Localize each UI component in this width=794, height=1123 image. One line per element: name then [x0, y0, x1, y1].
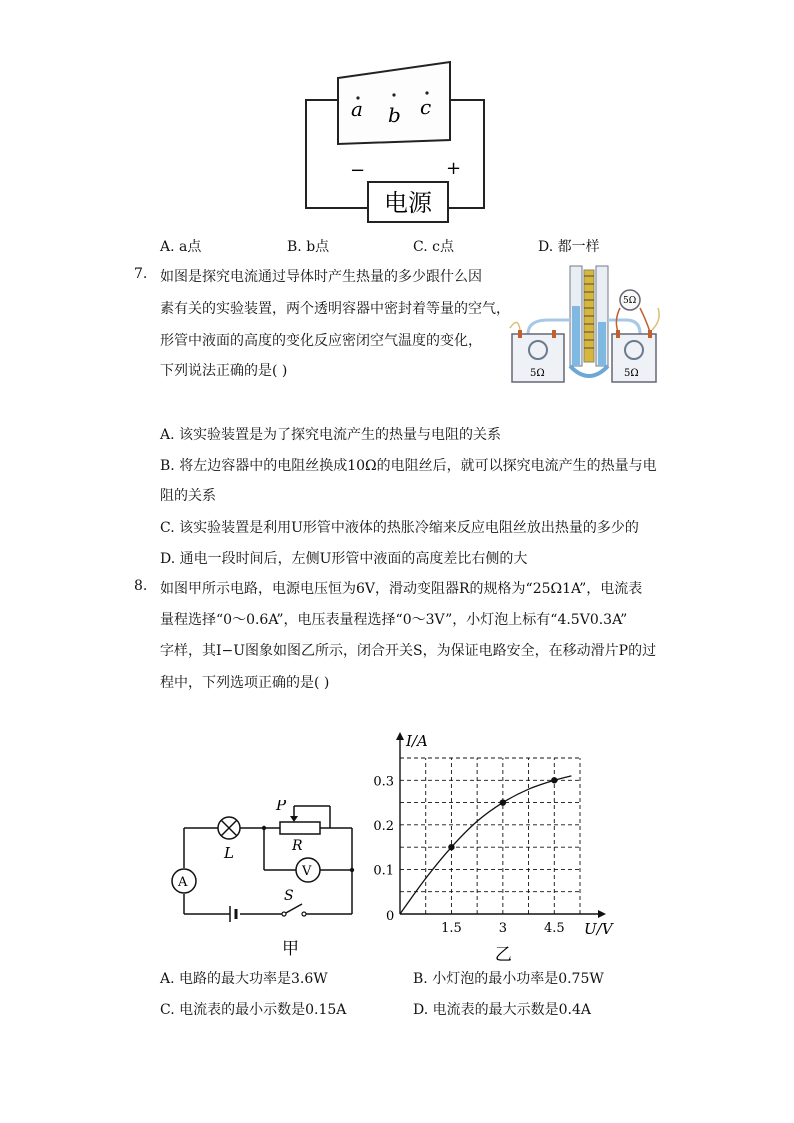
iu-chart — [360, 722, 640, 966]
q8-option-b[interactable]: B. 小灯泡的最小功率是0.75W — [413, 971, 604, 987]
q8-stem-line: 量程选择“0～0.6A”，电压表量程选择“0～3V”，小灯泡上标有“4.5V0.3A” — [160, 612, 628, 628]
right-resistor-label: 5Ω — [624, 368, 639, 379]
point-c-label: c — [420, 95, 432, 119]
point-b-label: b — [388, 103, 401, 127]
q7-stem-line: 形管中液面的高度的变化反应密闭空气温度的变化， — [160, 333, 482, 349]
rheostat-label: R — [292, 838, 303, 854]
q8-option-a[interactable]: A. 电路的最大功率是3.6W — [160, 971, 328, 987]
iu-curve-line — [400, 776, 571, 914]
q8-stem-line: 字样，其I−U图象如图乙所示，闭合开关S，为保证电路安全，在移动滑片P的过 — [160, 643, 657, 659]
ammeter-label: A — [178, 875, 188, 890]
x-axis-label: U/V — [584, 920, 613, 938]
voltmeter-label: V — [302, 864, 312, 879]
q7-stem-line: 素有关的实验装置，两个透明容器中密封着等量的空气， — [160, 301, 510, 317]
q7-option-d[interactable]: D. 通电一段时间后，左侧U形管中液面的高度差比右侧的大 — [160, 551, 528, 567]
minus-sign: − — [350, 160, 366, 181]
data-point — [551, 777, 557, 783]
x-tick-label: 3 — [498, 921, 507, 936]
q6-option-b[interactable]: B. b点 — [287, 239, 330, 255]
power-source-label: 电源 — [384, 189, 432, 217]
q8-circuit-diagram — [170, 800, 370, 965]
y-axis-arrow — [396, 732, 404, 740]
figure-jia-caption: 甲 — [282, 939, 299, 959]
q6-option-d[interactable]: D. 都一样 — [538, 239, 600, 255]
y-axis-label: I/A — [406, 732, 428, 750]
q8-stem-line: 程中，下列选项正确的是( ) — [160, 675, 330, 691]
x-tick-label: 1.5 — [441, 921, 462, 936]
q8-stem-line: 如图甲所示电路，电源电压恒为6V，滑动变阻器R的规格为“25Ω1A”，电流表 — [160, 581, 643, 597]
origin-label: 0 — [386, 909, 395, 924]
q7-stem-line: 如图是探究电流通过导体时产生热量的多少跟什么因 — [160, 269, 482, 285]
point-a-label: a — [351, 97, 363, 121]
figure-yi-caption: 乙 — [494, 945, 512, 965]
q8-option-c[interactable]: C. 电流表的最小示数是0.15A — [160, 1002, 347, 1018]
q8-number: 8. — [134, 578, 148, 594]
q7-number: 7. — [134, 266, 148, 282]
q7-stem-line: 下列说法正确的是( ) — [160, 363, 288, 379]
q7-option-b-cont: 阻的关系 — [160, 488, 216, 504]
data-point — [448, 844, 454, 850]
y-tick-label: 0.1 — [373, 863, 394, 879]
y-tick-label: 0.3 — [373, 774, 394, 790]
slider-label: P — [276, 800, 287, 814]
lamp-label: L — [224, 844, 234, 862]
switch-label: S — [284, 888, 294, 904]
q7-apparatus-figure — [508, 262, 664, 386]
plus-sign: + — [446, 158, 462, 179]
left-resistor-label: 5Ω — [530, 368, 545, 379]
external-resistor-label: 5Ω — [623, 296, 637, 306]
q6-circuit-figure — [298, 52, 498, 224]
q6-option-c[interactable]: C. c点 — [413, 239, 454, 255]
q7-option-b[interactable]: B. 将左边容器中的电阻丝换成10Ω的电阻丝后，就可以探究电流产生的热量与电 — [160, 458, 657, 474]
x-tick-label: 4.5 — [543, 921, 565, 936]
y-tick-label: 0.2 — [373, 818, 394, 834]
x-axis-arrow — [598, 910, 606, 918]
q7-option-c[interactable]: C. 该实验装置是利用U形管中液体的热胀冷缩来反应电阻丝放出热量的多少的 — [160, 520, 639, 536]
data-point — [500, 799, 506, 805]
q7-option-a[interactable]: A. 该实验装置是为了探究电流产生的热量与电阻的关系 — [160, 427, 502, 443]
q8-option-d[interactable]: D. 电流表的最大示数是0.4A — [413, 1002, 592, 1018]
q6-option-a[interactable]: A. a点 — [160, 239, 202, 255]
